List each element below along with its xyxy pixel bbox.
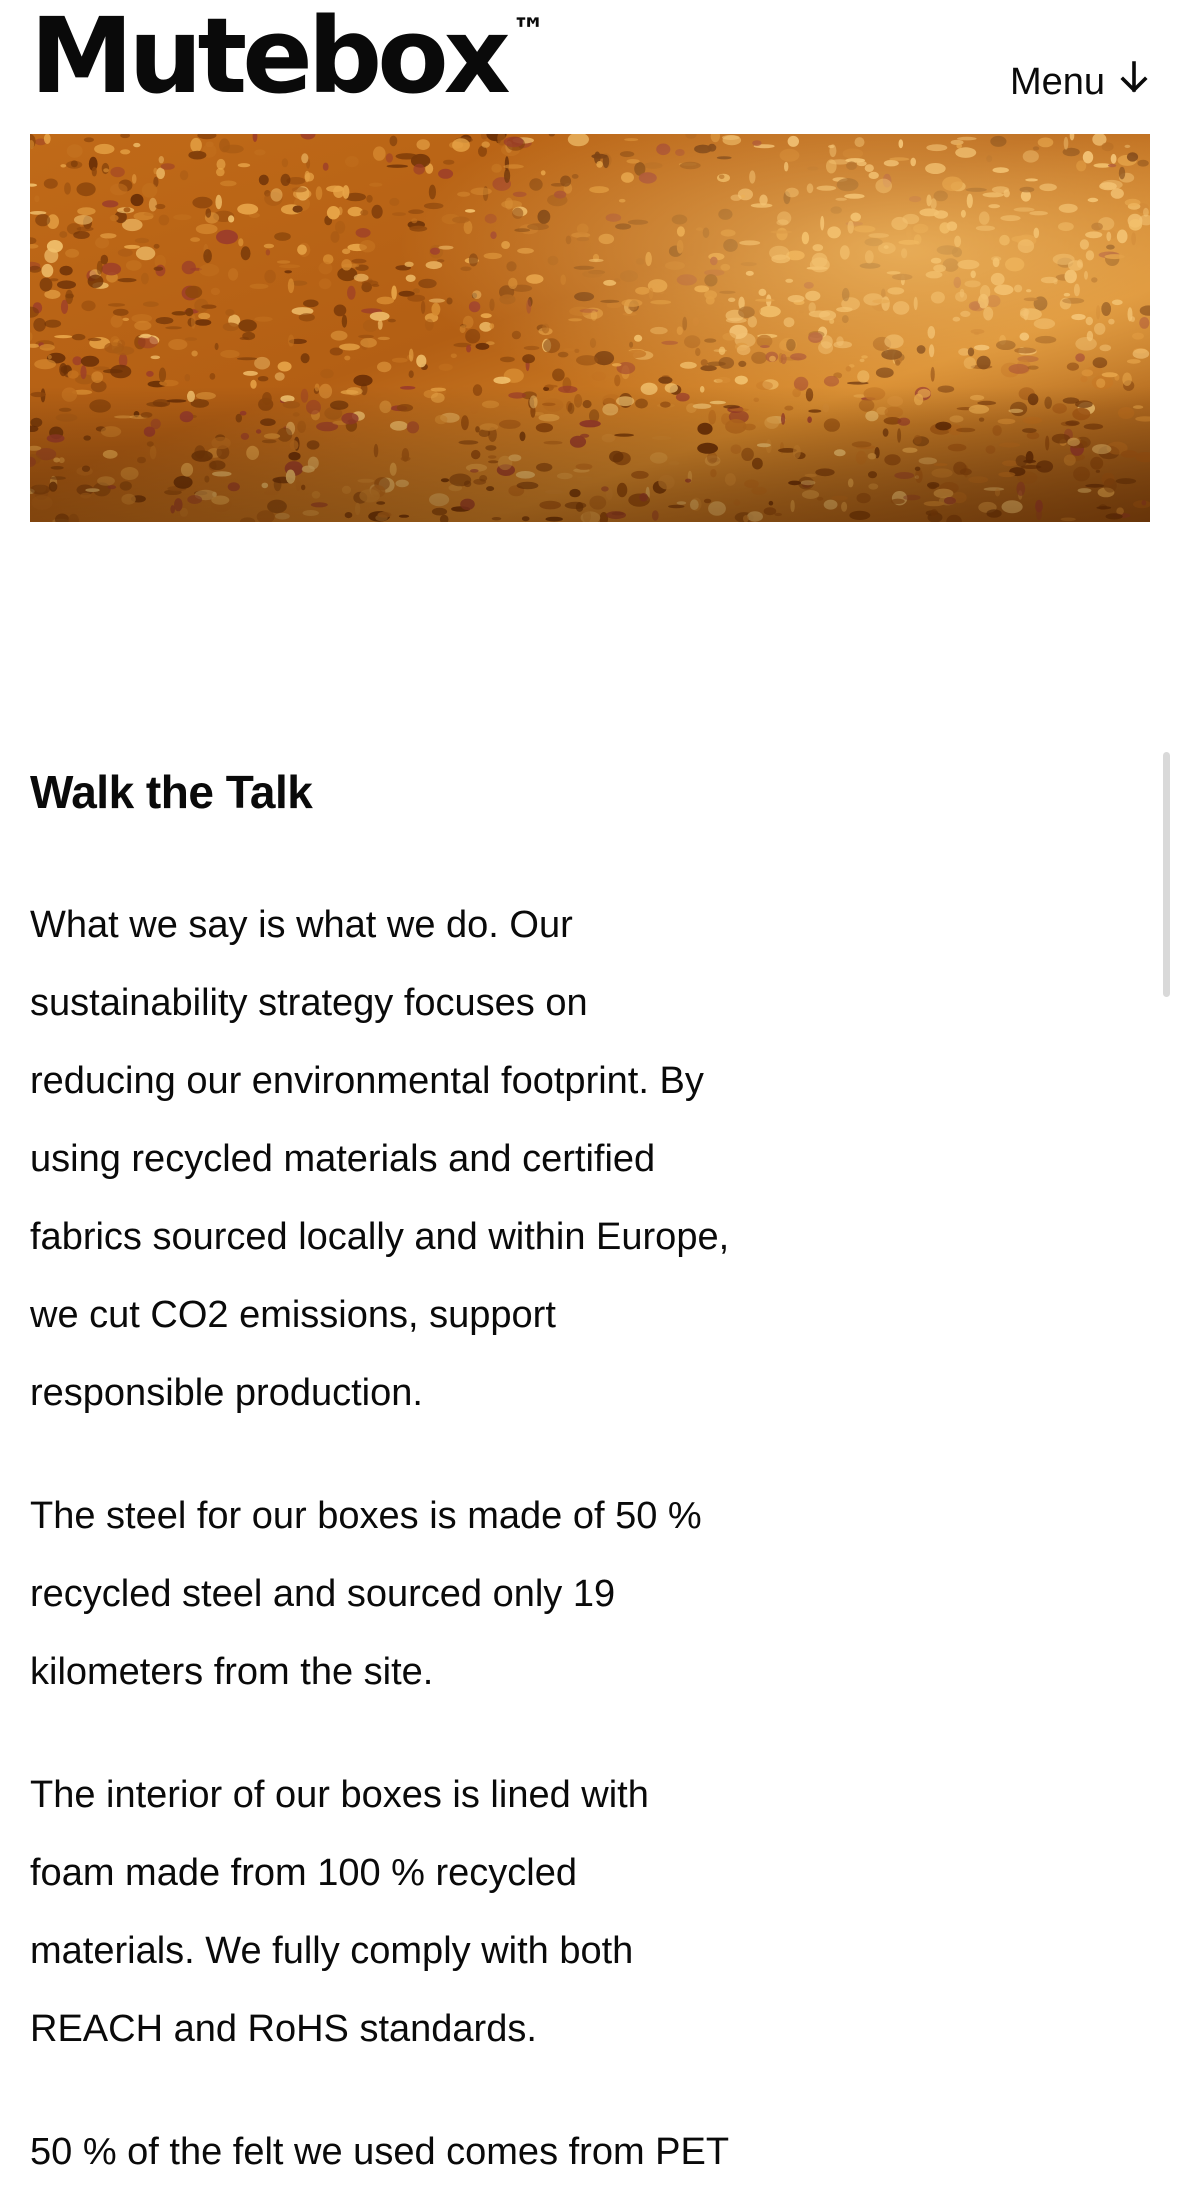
paragraph-foam: The interior of our boxes is lined with foam made from 100 % recycled materials. We fully comply with both REACH and RoHS standards.	[30, 1774, 649, 2050]
main-content	[30, 762, 790, 2191]
brand-logo[interactable]	[30, 0, 546, 117]
trademark-symbol: ™	[511, 11, 546, 51]
hero-image	[30, 134, 1150, 522]
paragraph-felt: 50 % of the felt we used comes from PET	[30, 2131, 730, 2173]
arrow-down-icon	[1119, 60, 1149, 104]
site-header	[0, 0, 1179, 134]
scrollbar-thumb[interactable]	[1163, 752, 1170, 997]
menu-label: Menu	[1009, 60, 1105, 103]
paragraph-strategy: What we say is what we do. Our sustainability strategy focuses on reducing our environmental footprint. By using recycled materials and certified fabrics sourced locally and within Europe, we cut CO2 emissions, support responsible production.	[30, 904, 730, 1414]
section-title: Walk the Talk	[30, 766, 313, 818]
paragraph-steel: The steel for our boxes is made of 50 % recycled steel and sourced only 19 kilometers from the site.	[30, 1495, 702, 1693]
logo-text: Mutebox	[30, 0, 506, 117]
menu-button[interactable]	[1010, 60, 1149, 104]
